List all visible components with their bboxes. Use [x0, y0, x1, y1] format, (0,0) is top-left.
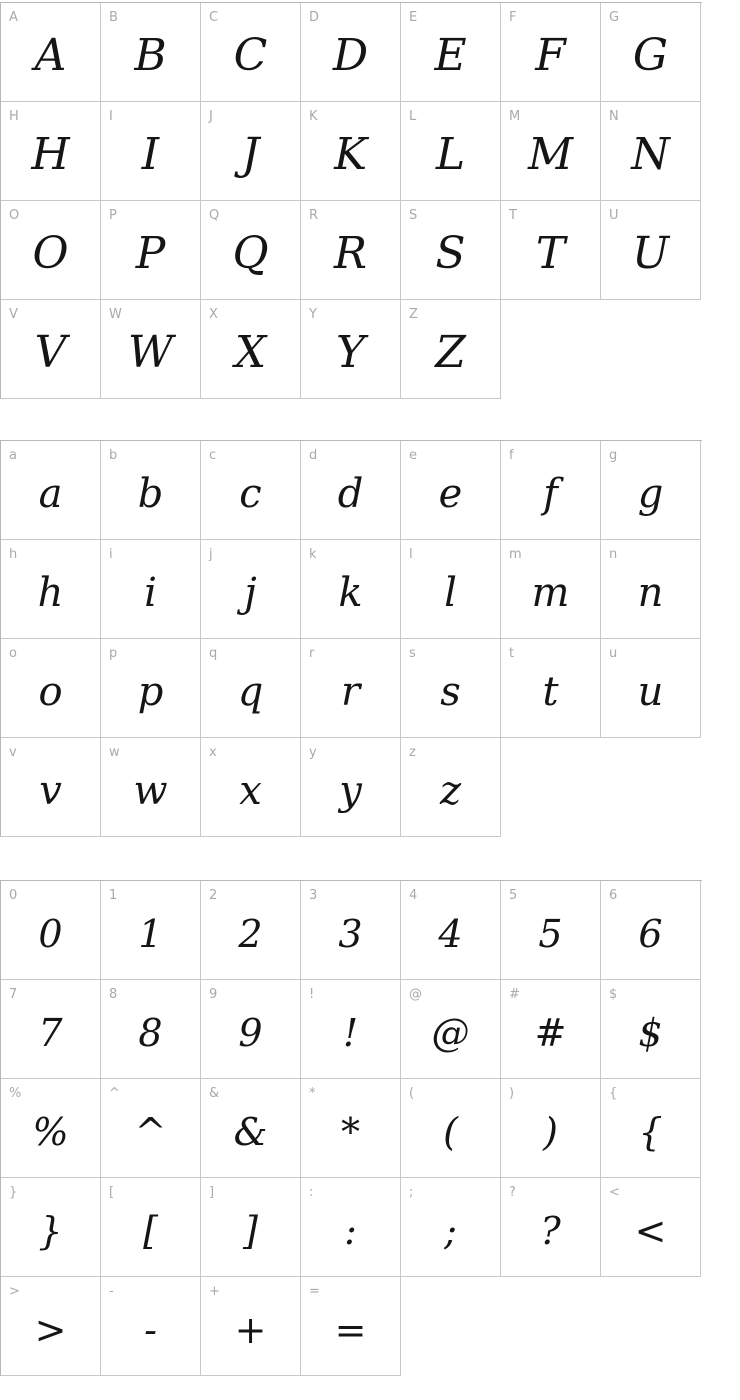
glyph-cell [1, 3, 101, 102]
cell-label: l [409, 547, 414, 562]
cell-glyph: h [37, 570, 64, 616]
glyph-cell [301, 881, 401, 980]
cell-glyph: O [32, 228, 69, 279]
cell-label: q [209, 646, 218, 661]
glyph-cell [301, 639, 401, 738]
cell-glyph: f [543, 471, 558, 517]
cell-label: + [209, 1284, 221, 1299]
cell-glyph: - [144, 1308, 157, 1352]
cell-label: > [9, 1284, 21, 1299]
cell-label: = [309, 1284, 321, 1299]
cell-glyph: ; [444, 1209, 457, 1253]
cell-label: Q [209, 208, 220, 223]
cell-label: ^ [109, 1086, 121, 1101]
cell-label: A [9, 10, 19, 25]
glyph-cell [1, 738, 101, 837]
cell-label: % [9, 1086, 22, 1101]
cell-label: M [509, 109, 521, 124]
cell-label: y [309, 745, 318, 760]
cell-label: { [609, 1086, 618, 1101]
cell-label: N [609, 109, 620, 124]
glyph-cell [601, 980, 701, 1079]
cell-glyph: 1 [138, 912, 163, 956]
cell-glyph: % [32, 1110, 69, 1154]
cell-label: W [109, 307, 123, 322]
glyph-cell [101, 441, 201, 540]
glyph-cell [201, 300, 301, 399]
cell-glyph: S [435, 228, 466, 279]
cell-label: 8 [109, 987, 118, 1002]
glyph-cell [301, 1277, 401, 1376]
cell-glyph: R [333, 228, 368, 279]
cell-glyph: t [542, 669, 559, 715]
cell-glyph: 6 [638, 912, 663, 956]
cell-label: E [409, 10, 418, 25]
glyph-cell [501, 441, 601, 540]
cell-label: & [209, 1086, 220, 1101]
cell-glyph: l [444, 570, 457, 616]
cell-glyph: N [631, 129, 670, 180]
cell-label: u [609, 646, 618, 661]
cell-label: b [109, 448, 118, 463]
cell-glyph: e [438, 471, 463, 517]
cell-label: 4 [409, 888, 418, 903]
cell-label: H [9, 109, 20, 124]
cell-glyph: H [31, 129, 70, 180]
cell-glyph: U [631, 228, 670, 279]
cell-label: @ [409, 987, 423, 1002]
cell-glyph: o [38, 669, 63, 715]
cell-glyph: V [34, 327, 67, 378]
cell-glyph: E [434, 30, 467, 81]
cell-glyph: ^ [134, 1110, 167, 1154]
cell-label: 9 [209, 987, 218, 1002]
glyph-cell [201, 1178, 301, 1277]
glyph-cell [401, 102, 501, 201]
glyph-cell [201, 540, 301, 639]
glyph-cell [101, 980, 201, 1079]
digits-punctuation-glyph-grid [0, 880, 702, 1376]
cell-label: - [109, 1284, 115, 1299]
glyph-cell [201, 980, 301, 1079]
cell-label: a [9, 448, 18, 463]
glyph-cell [501, 3, 601, 102]
cell-label: T [509, 208, 518, 223]
cell-label: ; [409, 1185, 414, 1200]
cell-glyph: m [531, 570, 570, 616]
glyph-cell [201, 639, 301, 738]
cell-glyph: $ [638, 1011, 663, 1055]
cell-label: < [609, 1185, 621, 1200]
glyph-cell [1, 1277, 101, 1376]
cell-glyph: ! [342, 1011, 359, 1055]
cell-glyph: 3 [338, 912, 363, 956]
cell-label: 2 [209, 888, 218, 903]
cell-label: : [309, 1185, 314, 1200]
cell-label: R [309, 208, 319, 223]
glyph-cell [401, 881, 501, 980]
cell-glyph: W [127, 327, 174, 378]
cell-glyph: ) [543, 1110, 558, 1154]
cell-label: F [509, 10, 517, 25]
cell-label: B [109, 10, 119, 25]
cell-label: G [609, 10, 620, 25]
glyph-cell [1, 881, 101, 980]
cell-glyph: k [338, 570, 363, 616]
glyph-cell [201, 441, 301, 540]
cell-glyph: + [234, 1308, 267, 1352]
glyph-cell [401, 1178, 501, 1277]
glyph-cell [301, 540, 401, 639]
glyph-cell [401, 738, 501, 837]
glyph-cell [201, 3, 301, 102]
cell-glyph: = [334, 1308, 367, 1352]
glyph-cell [401, 441, 501, 540]
cell-glyph: 9 [238, 1011, 263, 1055]
cell-label: V [9, 307, 19, 322]
glyph-cell [201, 1079, 301, 1178]
cell-glyph: 7 [38, 1011, 63, 1055]
glyph-cell [201, 738, 301, 837]
cell-label: w [109, 745, 121, 760]
cell-glyph: n [637, 570, 664, 616]
cell-label: f [509, 448, 515, 463]
cell-label: U [609, 208, 620, 223]
glyph-cell [401, 3, 501, 102]
uppercase-glyph-grid [0, 2, 702, 399]
glyph-cell [1, 1178, 101, 1277]
cell-label: x [209, 745, 218, 760]
glyph-cell [501, 881, 601, 980]
cell-glyph: 2 [238, 912, 263, 956]
cell-label: P [109, 208, 118, 223]
glyph-cell [1, 300, 101, 399]
cell-label: ! [309, 987, 315, 1002]
cell-glyph: [ [143, 1209, 158, 1253]
cell-glyph: j [244, 570, 257, 616]
glyph-cell [401, 1079, 501, 1178]
cell-label: g [609, 448, 618, 463]
glyph-cell [501, 102, 601, 201]
cell-glyph: i [144, 570, 157, 616]
glyph-cell [601, 540, 701, 639]
cell-label: $ [609, 987, 618, 1002]
glyph-cell [401, 540, 501, 639]
cell-glyph: B [134, 30, 167, 81]
cell-label: 3 [309, 888, 318, 903]
glyph-cell [501, 639, 601, 738]
cell-glyph: : [344, 1209, 357, 1253]
cell-glyph: 5 [538, 912, 563, 956]
cell-glyph: ? [540, 1209, 561, 1253]
glyph-cell [201, 1277, 301, 1376]
cell-label: j [209, 547, 214, 562]
cell-glyph: F [535, 30, 566, 81]
glyph-cell [101, 3, 201, 102]
cell-label: 0 [9, 888, 18, 903]
glyph-cell [101, 1277, 201, 1376]
cell-label: L [409, 109, 417, 124]
cell-label: m [509, 547, 523, 562]
glyph-cell [101, 738, 201, 837]
glyph-cell [401, 300, 501, 399]
cell-label: # [509, 987, 521, 1002]
glyph-cell [301, 980, 401, 1079]
cell-label: o [9, 646, 18, 661]
glyph-cell [601, 441, 701, 540]
glyph-cell [101, 201, 201, 300]
glyph-cell [601, 102, 701, 201]
glyph-cell [101, 1079, 201, 1178]
cell-glyph: ] [243, 1209, 258, 1253]
cell-glyph: Z [435, 327, 466, 378]
cell-glyph: # [534, 1011, 567, 1055]
glyph-cell [301, 441, 401, 540]
cell-glyph: s [440, 669, 461, 715]
cell-glyph: z [439, 768, 462, 814]
cell-glyph: } [38, 1209, 63, 1253]
cell-glyph: 4 [438, 912, 463, 956]
cell-label: 1 [109, 888, 118, 903]
glyph-cell [501, 980, 601, 1079]
cell-glyph: w [133, 768, 168, 814]
glyph-cell [601, 1178, 701, 1277]
cell-glyph: q [237, 669, 264, 715]
cell-label: C [209, 10, 219, 25]
glyph-cell [301, 201, 401, 300]
cell-glyph: < [634, 1209, 667, 1253]
cell-glyph: P [135, 228, 166, 279]
glyph-cell [301, 738, 401, 837]
cell-label: Y [309, 307, 318, 322]
cell-label: K [309, 109, 319, 124]
cell-label: I [109, 109, 114, 124]
cell-glyph: d [337, 471, 364, 517]
cell-glyph: G [632, 30, 669, 81]
glyph-cell [501, 540, 601, 639]
cell-glyph: ( [443, 1110, 458, 1154]
lowercase-glyph-grid [0, 440, 702, 837]
cell-glyph: T [535, 228, 566, 279]
glyph-cell [101, 102, 201, 201]
cell-glyph: { [638, 1110, 663, 1154]
cell-label: n [609, 547, 618, 562]
glyph-cell [101, 540, 201, 639]
glyph-cell [501, 1079, 601, 1178]
cell-label: } [9, 1185, 18, 1200]
cell-label: [ [109, 1185, 115, 1200]
glyph-cell [301, 1079, 401, 1178]
cell-glyph: b [137, 471, 164, 517]
glyph-cell [1, 980, 101, 1079]
glyph-cell [101, 881, 201, 980]
cell-label: z [409, 745, 417, 760]
cell-glyph: c [239, 471, 262, 517]
glyph-cell [201, 201, 301, 300]
cell-glyph: p [137, 669, 164, 715]
cell-glyph: r [340, 669, 361, 715]
cell-label: Z [409, 307, 419, 322]
cell-label: d [309, 448, 318, 463]
cell-glyph: D [332, 30, 369, 81]
cell-glyph: L [435, 129, 466, 180]
glyph-cell [1, 102, 101, 201]
cell-label: t [509, 646, 515, 661]
glyph-cell [201, 102, 301, 201]
glyph-cell [301, 300, 401, 399]
cell-label: s [409, 646, 417, 661]
cell-label: 6 [609, 888, 618, 903]
cell-label: v [9, 745, 18, 760]
glyph-cell [501, 1178, 601, 1277]
cell-label: 7 [9, 987, 18, 1002]
glyph-cell [401, 639, 501, 738]
cell-glyph: Q [232, 228, 269, 279]
glyph-cell [301, 102, 401, 201]
glyph-cell [1, 201, 101, 300]
cell-glyph: g [637, 471, 664, 517]
cell-label: h [9, 547, 18, 562]
cell-label: D [309, 10, 320, 25]
cell-glyph: Y [335, 327, 366, 378]
cell-glyph: v [39, 768, 62, 814]
cell-glyph: I [141, 129, 160, 180]
cell-label: X [209, 307, 219, 322]
cell-label: * [309, 1086, 316, 1101]
cell-label: p [109, 646, 118, 661]
cell-glyph: A [34, 30, 67, 81]
glyph-cell [401, 201, 501, 300]
cell-label: c [209, 448, 217, 463]
glyph-cell [601, 3, 701, 102]
cell-label: i [109, 547, 114, 562]
cell-label: r [309, 646, 315, 661]
glyph-cell [201, 881, 301, 980]
cell-label: ] [209, 1185, 215, 1200]
cell-glyph: M [527, 129, 574, 180]
cell-label: S [409, 208, 418, 223]
cell-label: e [409, 448, 418, 463]
glyph-cell [1, 1079, 101, 1178]
cell-glyph: C [233, 30, 268, 81]
cell-glyph: & [233, 1110, 268, 1154]
glyph-cell [501, 201, 601, 300]
cell-glyph: K [334, 129, 367, 180]
cell-glyph: a [38, 471, 63, 517]
glyph-cell [301, 3, 401, 102]
cell-glyph: 0 [38, 912, 63, 956]
glyph-cell [101, 300, 201, 399]
cell-label: J [209, 109, 214, 124]
glyph-cell [101, 1178, 201, 1277]
glyph-cell [601, 201, 701, 300]
cell-glyph: x [239, 768, 262, 814]
cell-label: ? [509, 1185, 517, 1200]
cell-glyph: y [339, 768, 362, 814]
cell-glyph: J [241, 129, 260, 180]
glyph-cell [601, 881, 701, 980]
cell-glyph: 8 [138, 1011, 163, 1055]
cell-glyph: u [637, 669, 664, 715]
cell-label: O [9, 208, 20, 223]
cell-glyph: * [341, 1110, 360, 1154]
cell-glyph: > [34, 1308, 67, 1352]
glyph-cell [601, 639, 701, 738]
glyph-cell [1, 441, 101, 540]
cell-glyph: X [234, 327, 267, 378]
glyph-cell [101, 639, 201, 738]
glyph-cell [301, 1178, 401, 1277]
glyph-cell [1, 540, 101, 639]
cell-label: k [309, 547, 318, 562]
cell-label: ) [509, 1086, 515, 1101]
glyph-cell [401, 980, 501, 1079]
cell-label: 5 [509, 888, 518, 903]
cell-glyph: @ [431, 1011, 470, 1055]
cell-label: ( [409, 1086, 415, 1101]
glyph-cell [1, 639, 101, 738]
glyph-cell [601, 1079, 701, 1178]
